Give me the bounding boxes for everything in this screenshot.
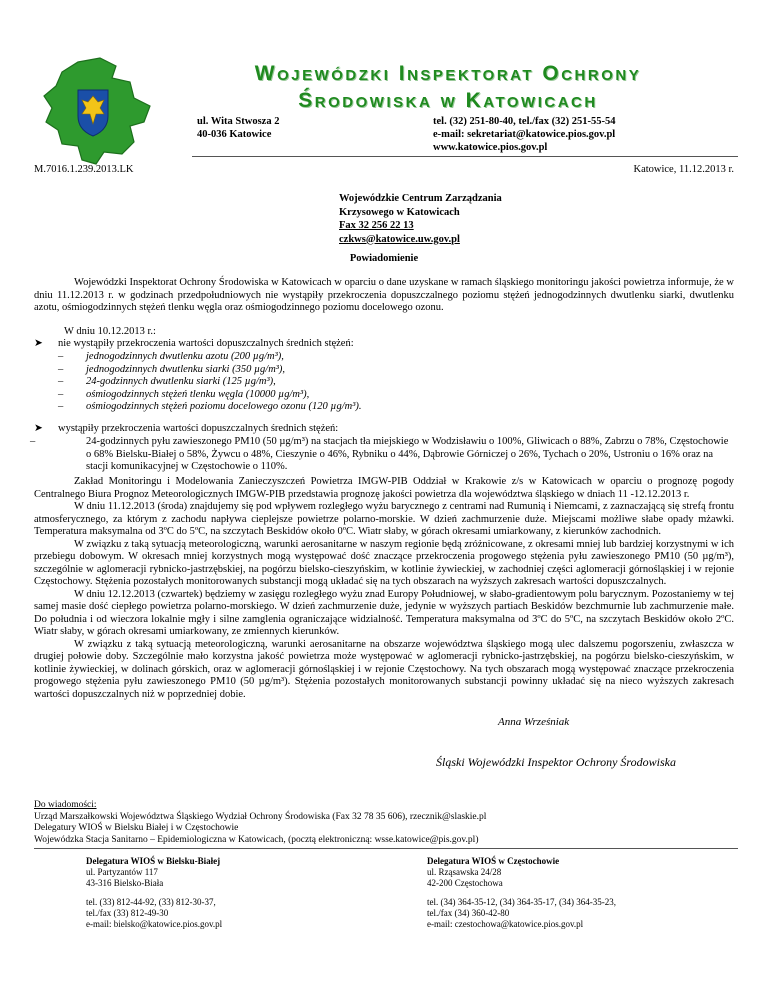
header-divider xyxy=(192,156,738,157)
forecast-paragraph: W związku z taką sytuacją meteorologiczną, warunki aerosanitarne w naszym regionie będą zróżnicowane, z okresami mniej lub bardziej korzystnymi w ich przebiegu dobowym. W okresach mniej korzystnych mogą występować dość znaczące przekroczenia progowego stężenia pyłu zawieszonego PM10 (50 µg/m³), szczególnie w aglomeracji rybnicko-jastrzębskiej, na pogórzu bielsko-cieszyńskim, w kotlinie żywieckiej, w zachodniej części aglomeracji górnośląskiej i w rejonie Częstochowy. Stężenia pozostałych monitorowanych substancji mogą układać się na tych obszarach na wyższych zakresach wartości dopuszczalnych. xyxy=(34,538,734,587)
recipient-block xyxy=(339,192,502,246)
document-heading: Powiadomienie xyxy=(349,253,419,264)
exceedance-list xyxy=(30,436,734,474)
arrow-bullet-icon: ➤ xyxy=(34,338,43,349)
list-item: – ośmiogodzinnych stężeń poziomu docelowego ozonu (120 µg/m³). xyxy=(58,401,362,412)
forecast-paragraph: W dniu 12.12.2013 (czwartek) będziemy w zasięgu rozległego wyżu znad Europy Południowej, w słabo-gradientowym polu barycznym. Pozostaniemy w tej samej masie dość ciepłego powietrza polarno-morskiego. W dzień zachmurzenie duże, jedynie w wyższych partiach Beskidów bezchmurnie lub zachmurzenie małe. Do południa i od wieczora lokalnie mgły i silne zamglenia ograniczające widzialność. Temperatura maksymalna od 3ºC do 5ºC, na szczytach Beskidów około 2ºC. Wiatr słaby, w górach okresami umiarkowany, ze zmiennych kierunków. xyxy=(34,588,734,637)
institution-contact xyxy=(433,115,616,154)
silesia-region-logo xyxy=(38,56,156,168)
list-item: – ośmiogodzinnych stężeń tlenku węgla (10000 µg/m³), xyxy=(58,388,310,400)
recipient-fax: Fax 32 256 22 13 xyxy=(339,220,414,231)
cc-block xyxy=(34,800,486,846)
contact-website[interactable]: www.katowice.pios.gov.pl xyxy=(433,142,548,153)
forecast-paragraph: W związku z taką sytuacją meteorologiczną, warunki aerosanitarne na obszarze województwa śląskiego mogą ulec dalszemu pogorszeniu, zwłaszcza w drugiej połowie doby. Szczególnie mało korzystna jakość powietrza może występować w aglomeracji rybnicko-jastrzębskiej, na pogórzu bielsko-cieszyńskim, w kotlinie żywieckiej, w dolinach górskich, oraz w aglomeracji górnośląskiej i w rejonie Częstochowy. Na tych obszarach mogą występować znaczące przekroczenia progowego stężenia pyłu zawieszonego PM10 (50 µg/m³). Stężenia pozostałych monitorowanych substancji powinny układać się na nieco wyższych zakresach wartości dopuszczalnych niż w poprzedniej dobie. xyxy=(34,638,734,700)
list-item: – jednogodzinnych dwutlenku azotu (200 µg/m³), xyxy=(58,351,284,362)
bullet-exceedance: ➤ wystąpiły przekroczenia wartości dopuszczalnych średnich stężeń: xyxy=(34,423,339,434)
recipient-line: Krzysowego w Katowicach xyxy=(339,206,460,218)
footer-right-office: Delegatura WIOŚ w Częstochowie ul. Rząsawska 24/28 42-200 Częstochowa tel. (34) 364-35-12, (34) 364-35-17, (34) 364-35-23, tel./fax (34) 360-42-80 e-mail: czestochowa@katowice.pios.gov.pl xyxy=(427,856,616,929)
signature-name: Anna Wrześniak xyxy=(498,716,570,728)
signature-title: Śląski Wojewódzki Inspektor Ochrony Środowiska xyxy=(436,755,676,769)
contact-phone: tel. (32) 251-80-40, tel./fax (32) 251-55-54 xyxy=(433,116,616,127)
list-item: – 24-godzinnych pyłu zawieszonego PM10 (50 µg/m³) na stacjach tła miejskiego w Wodzisławiu o 100%, Gliwicach o 88%, Zabrzu o 78%, Częstochowie o 68% Bielsku-Białej o 58%, Żywcu o 48%, Cieszynie o 46%, Rybniku o 44%, Dąbrowie Górniczej o 26%, Tychach o 20%, Ustroniu o 16% oraz na stacji komunikacyjnej w Częstochowie o 110%. xyxy=(30,436,729,472)
cc-label: Do wiadomości: xyxy=(34,800,97,810)
office-name: Delegatura WIOŚ w Częstochowie xyxy=(427,856,560,866)
cc-line: Urząd Marszałkowski Województwa Śląskiego Wydział Ochrony Środowiska (Fax 32 78 35 606), rzecznik@slaskie.pl xyxy=(34,811,487,822)
forecast-paragraph: Zakład Monitoringu i Modelowania Zanieczyszczeń Powietrza IMGW-PIB Oddział w Krakowie z/s w Katowicach w oparciu o prognozę pogody Centralnego Biura Prognoz Meteorologicznych IMGW-PIB przedstawia prognozę jakości powietrza dla województwa śląskiego w dniach 11 -12.12.2013 r. xyxy=(34,476,734,500)
office-email[interactable]: e-mail: bielsko@katowice.pios.gov.pl xyxy=(86,919,223,929)
no-exceedance-list xyxy=(58,351,361,414)
cc-line: Delegatury WIOŚ w Bielsku Białej i w Częstochowie xyxy=(34,823,239,833)
recipient-line: Wojewódzkie Centrum Zarządzania xyxy=(339,193,502,204)
footer-left-office: Delegatura WIOŚ w Bielsku-Białej ul. Partyzantów 117 43-316 Bielsko-Biała tel. (33) 812-44-92, (33) 812-30-37, tel./fax (33) 812-49-30 e-mail: bielsko@katowice.pios.gov.pl xyxy=(86,856,223,929)
list-item: – jednogodzinnych dwutlenku siarki (350 µg/m³), xyxy=(58,363,286,375)
day-line: W dniu 10.12.2013 r.: xyxy=(64,326,156,337)
address-street: ul. Wita Stwosza 2 xyxy=(197,116,280,127)
contact-email[interactable]: e-mail: sekretariat@katowice.pios.gov.pl xyxy=(433,129,616,140)
forecast-section xyxy=(34,476,734,701)
forecast-paragraph: W dniu 11.12.2013 (środa) znajdujemy się pod wpływem rozległego wyżu barycznego z centrami nad Rumunią i Niemcami, z zaznaczającą się strefą frontu atmosferycznego, za którym z zachodu napływa cieplejsze powietrze polarno-morskie. W dzień zachmurzenie duże. Miejscami możliwe słabe opady mżawki. Temperatura maksymalna od 3ºC do 5ºC, na szczytach Beskidów około 0ºC. Wiatr słaby, w górach okresami umiarkowany, z kierunków zachodnich. xyxy=(34,501,734,537)
title-line-1: Wojewódzki Inspektorat Ochrony xyxy=(254,62,642,85)
address-city: 40-036 Katowice xyxy=(197,129,272,140)
bullet-no-exceedance: ➤ nie wystąpiły przekroczenia wartości dopuszczalnych średnich stężeń: xyxy=(34,338,354,349)
document-date: Katowice, 11.12.2013 r. xyxy=(633,164,734,175)
office-name: Delegatura WIOŚ w Bielsku-Białej xyxy=(86,856,221,866)
title-line-2: Środowiska w Katowicach xyxy=(298,89,598,112)
recipient-email[interactable]: czkws@katowice.uw.gov.pl xyxy=(339,233,460,245)
list-item: – 24-godzinnych dwutlenku siarki (125 µg/m³), xyxy=(58,376,276,387)
reference-number: M.7016.1.239.2013.LK xyxy=(34,164,134,175)
institution-title xyxy=(168,60,728,114)
footer-divider xyxy=(34,848,738,849)
cc-line: Wojewódzka Stacja Sanitarno – Epidemiologiczna w Katowicach, (pocztą elektroniczną: wsse.katowice@pis.gov.pl) xyxy=(34,834,479,845)
intro-paragraph: Wojewódzki Inspektorat Ochrony Środowiska w Katowicach w oparciu o dane uzyskane w ramach śląskiego monitoringu jakości powietrza informuje, że w dniu 11.12.2013 r. w godzinach przedpołudniowych nie wystąpiły przekroczenia dopuszczalnego poziomu stężeń jednogodzinnych dwutlenku siarki, dwutlenku azotu, ośmiogodzinnych stężeń tlenku węgla oraz ośmiogodzinnego poziomu docelowego ozonu. xyxy=(34,277,734,313)
institution-address xyxy=(197,115,279,141)
arrow-bullet-icon: ➤ xyxy=(34,423,43,434)
office-email[interactable]: e-mail: czestochowa@katowice.pios.gov.pl xyxy=(427,919,584,929)
